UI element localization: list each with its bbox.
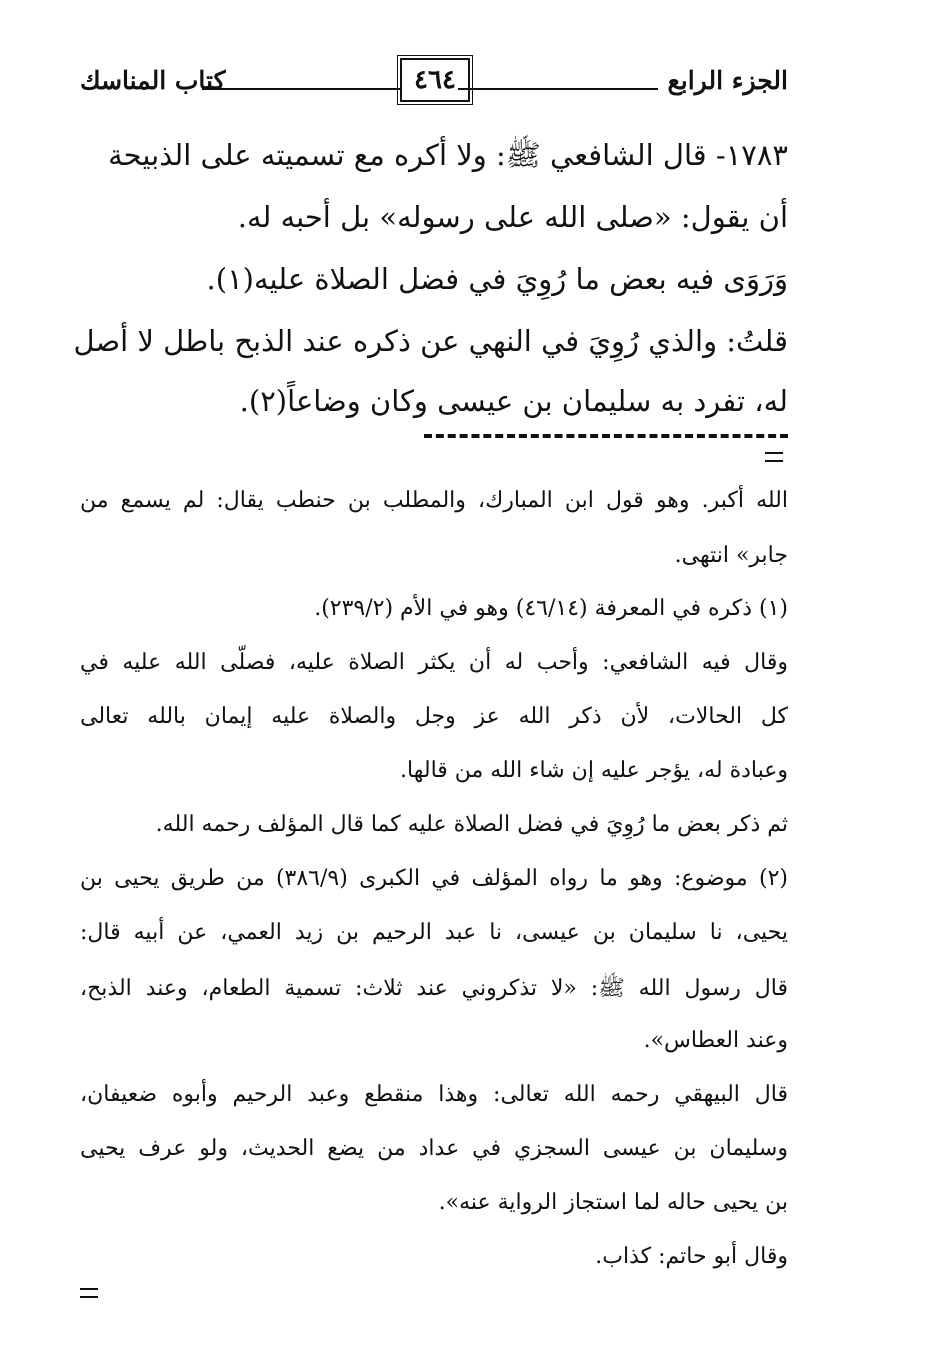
footnote-line: يحيى، نا سليمان بن عيسى، نا عبد الرحيم بن زيد العمي، عن أبيه قال: — [80, 920, 788, 945]
footnote-line: كل الحالات، لأن ذكر الله عز وجل والصلاة عليه إيمان بالله تعالى — [80, 704, 788, 729]
footnote-line: (١) ذكره في المعرفة (٤٦/١٤) وهو في الأم (٢٣٩/٢). — [314, 596, 788, 621]
footnote-line: قال رسول الله ﷺ: «لا تذكروني عند ثلاث: تسمية الطعام، وعند الذبح، — [80, 976, 788, 1001]
main-text-line: له، تفرد به سليمان بن عيسى وكان وضاعاً(٢). — [239, 384, 788, 418]
footnote-line: بن يحيى حاله لما استجاز الرواية عنه». — [438, 1190, 788, 1215]
footnote-line: قال البيهقي رحمه الله تعالى: وهذا منقطع وعبد الرحيم وأبوه ضعيفان، — [80, 1082, 788, 1107]
footnote-line: وسليمان بن عيسى السجزي في عداد من يضع الحديث، ولو عرف يحيى — [80, 1136, 788, 1161]
footnote-line: وقال أبو حاتم: كذاب. — [595, 1244, 788, 1269]
continuation-mark — [765, 452, 783, 462]
footnote-line: (٢) موضوع: وهو ما رواه المؤلف في الكبرى (٣٨٦/٩) من طريق يحيى بن — [80, 866, 788, 891]
main-text-line: وَرَوَى فيه بعض ما رُوِيَ في فضل الصلاة عليه(١). — [206, 262, 788, 296]
page-header — [80, 58, 788, 100]
header-rule-right — [458, 88, 658, 90]
continuation-mark — [80, 1288, 98, 1298]
footnote-line: ثم ذكر بعض ما رُوِيَ في فضل الصلاة عليه كما قال المؤلف رحمه الله. — [155, 812, 788, 837]
book-title: كتاب المناسك — [80, 66, 226, 95]
footnote-line: وعبادة له، يؤجر عليه إن شاء الله من قالها. — [400, 758, 788, 783]
footnote-line: وعند العطاس». — [643, 1028, 788, 1053]
main-text-line: ١٧٨٣- قال الشافعي ﷺ: ولا أكره مع تسميته على الذبيحة — [108, 138, 788, 172]
header-rule-left — [202, 88, 402, 90]
main-text-line: قلتُ: والذي رُوِيَ في النهي عن ذكره عند الذبح باطل لا أصل — [73, 324, 788, 358]
page-number: ٤٦٤ — [400, 58, 470, 102]
footnote-line: وقال فيه الشافعي: وأحب له أن يكثر الصلاة عليه، فصلّى الله عليه في — [80, 650, 788, 675]
main-text-line: أن يقول: «صلى الله على رسوله» بل أحبه له. — [237, 200, 788, 234]
footnote-line: جابر» انتهى. — [674, 543, 788, 568]
volume-title: الجزء الرابع — [667, 66, 788, 95]
footnote-separator — [424, 434, 788, 438]
footnote-line: الله أكبر. وهو قول ابن المبارك، والمطلب بن حنطب يقال: لم يسمع من — [80, 488, 788, 513]
